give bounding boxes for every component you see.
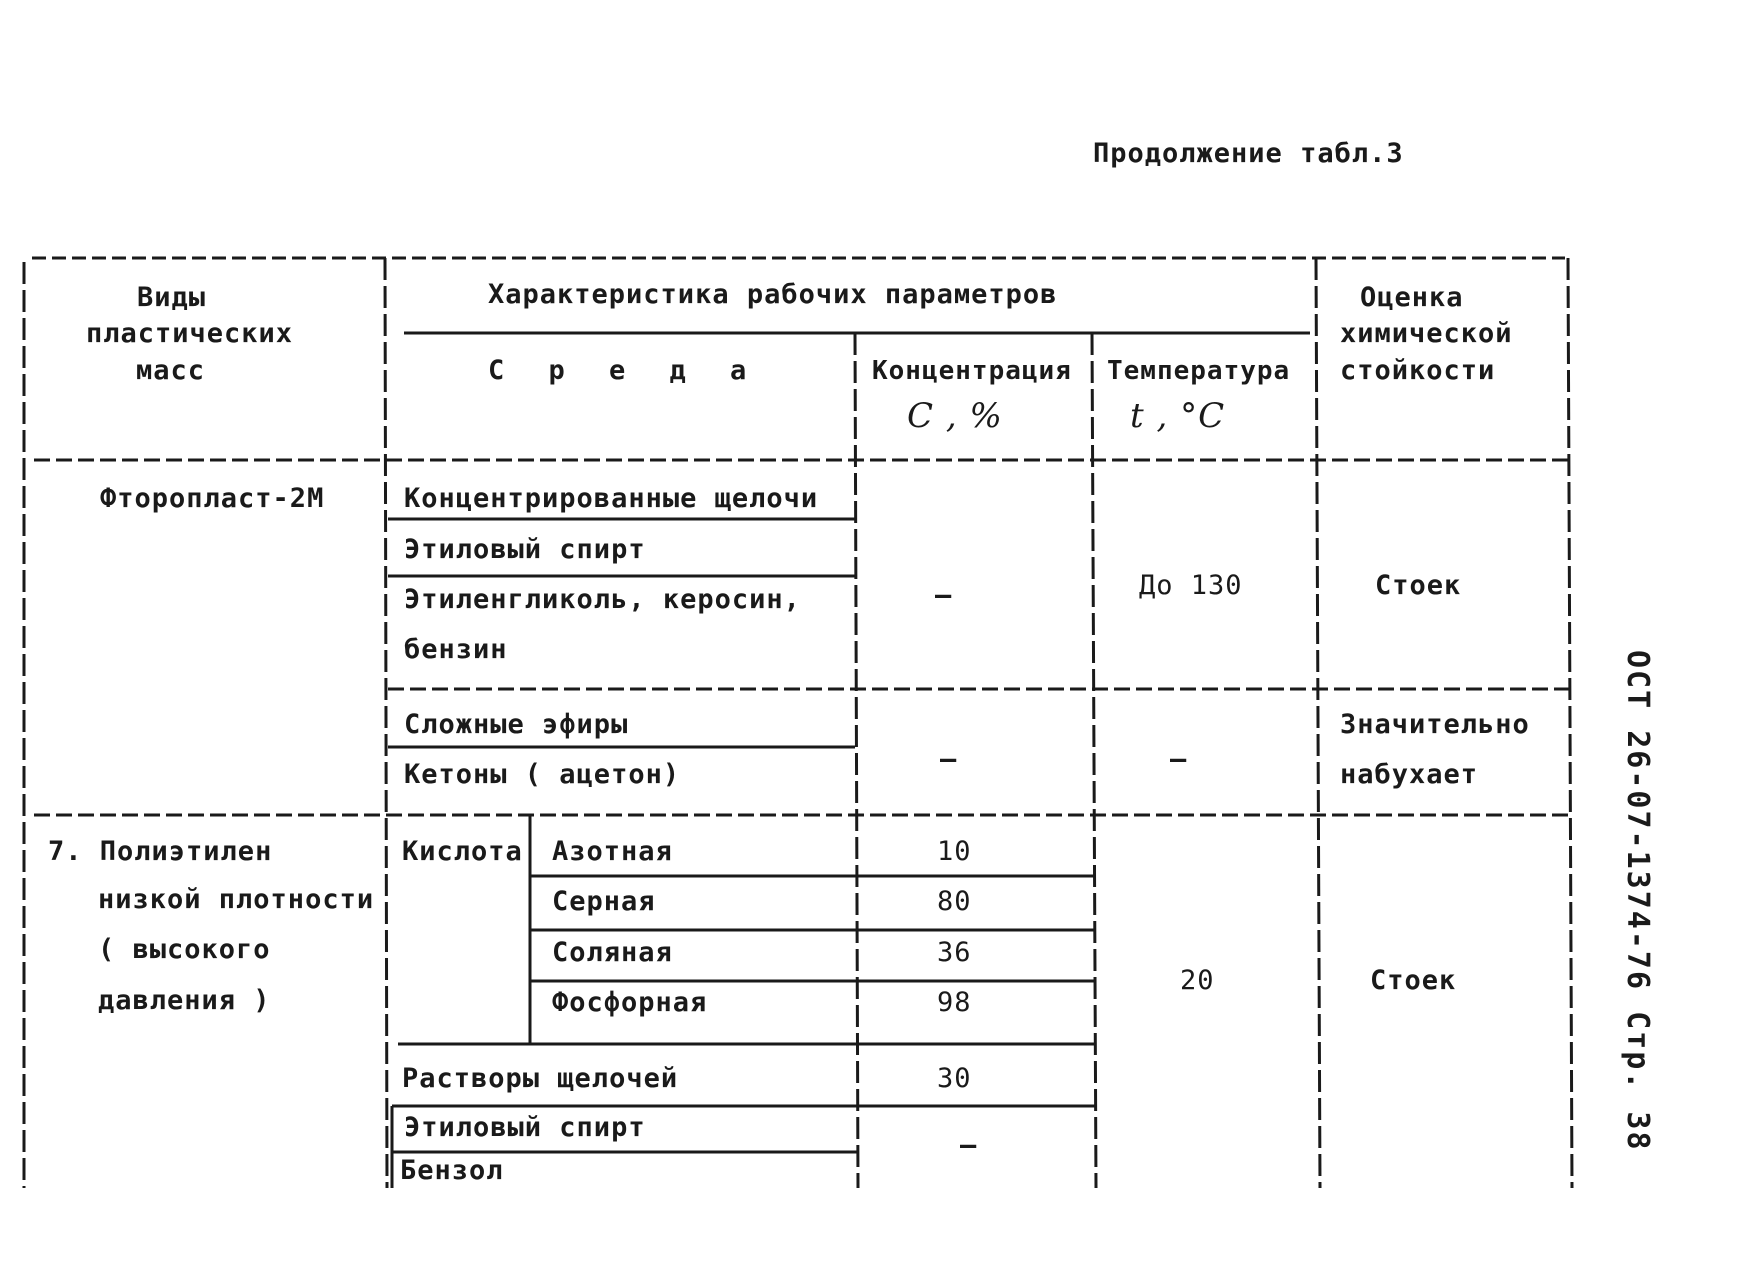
acid-phosphoric: Фосфорная	[552, 987, 708, 1018]
row3-rating: Стоек	[1370, 965, 1457, 996]
row1-rating: Стоек	[1375, 570, 1462, 601]
medium-conc-alkali: Концентрированные щелочи	[404, 483, 819, 514]
material-polyethylene-line1: 7. Полиэтилен	[48, 836, 273, 867]
header-temperature: Температура	[1107, 356, 1291, 386]
acid-hydrochloric-conc: 36	[937, 937, 972, 968]
material-ftoroplast: Фторопласт-2М	[100, 483, 325, 514]
header-types-line3: масс	[136, 355, 206, 386]
row2-rating-line1: Значительно	[1340, 709, 1530, 740]
row3-temperature: 20	[1180, 965, 1215, 996]
other-concentration: —	[960, 1130, 978, 1161]
header-concentration: Концентрация	[872, 356, 1072, 386]
material-polyethylene-line4: давления )	[98, 985, 271, 1016]
acid-sulfuric: Серная	[552, 886, 656, 917]
medium-esters: Сложные эфиры	[404, 709, 629, 740]
row1-concentration: —	[935, 580, 953, 611]
acid-nitric-conc: 10	[937, 836, 972, 867]
document-code-page: ОСТ 26-07-1374-76 Стр. 38	[1620, 650, 1655, 1152]
acid-hydrochloric: Соляная	[552, 937, 673, 968]
header-rating-line2: химической	[1340, 318, 1513, 349]
medium-ketones: Кетоны ( ацетон)	[404, 759, 681, 790]
medium-benzene: Бензол	[400, 1155, 504, 1186]
header-concentration-symbol: C , %	[907, 396, 1003, 436]
material-polyethylene-line3: ( высокого	[98, 934, 271, 965]
medium-ethanol-pe: Этиловый спирт	[404, 1112, 646, 1143]
medium-ethanol: Этиловый спирт	[404, 534, 646, 565]
header-types-line2: пластических	[86, 318, 294, 349]
row2-rating-line2: набухает	[1340, 759, 1479, 790]
row2-concentration: —	[940, 744, 958, 775]
header-temperature-symbol: t , °C	[1130, 396, 1226, 436]
medium-gasoline: бензин	[404, 634, 508, 665]
acid-label: Кислота	[402, 836, 523, 867]
header-rating-line1: Оценка	[1360, 282, 1464, 313]
row2-temperature: —	[1170, 744, 1188, 775]
header-rating-line3: стойкости	[1340, 355, 1496, 386]
row1-temperature: До 130	[1139, 570, 1243, 601]
material-polyethylene-line2: низкой плотности	[98, 884, 375, 915]
acid-phosphoric-conc: 98	[937, 987, 972, 1018]
medium-alkali-solutions: Растворы щелочей	[402, 1063, 679, 1094]
continuation-title: Продолжение табл.3	[1093, 138, 1404, 169]
header-types-line1: Виды	[137, 282, 207, 313]
acid-sulfuric-conc: 80	[937, 886, 972, 917]
acid-nitric: Азотная	[552, 836, 673, 867]
alkali-solutions-conc: 30	[937, 1063, 972, 1094]
header-group-title: Характеристика рабочих параметров	[488, 279, 1058, 310]
medium-ethylene-glycol: Этиленгликоль, керосин,	[404, 584, 801, 615]
header-medium: С р е д а	[488, 355, 761, 386]
